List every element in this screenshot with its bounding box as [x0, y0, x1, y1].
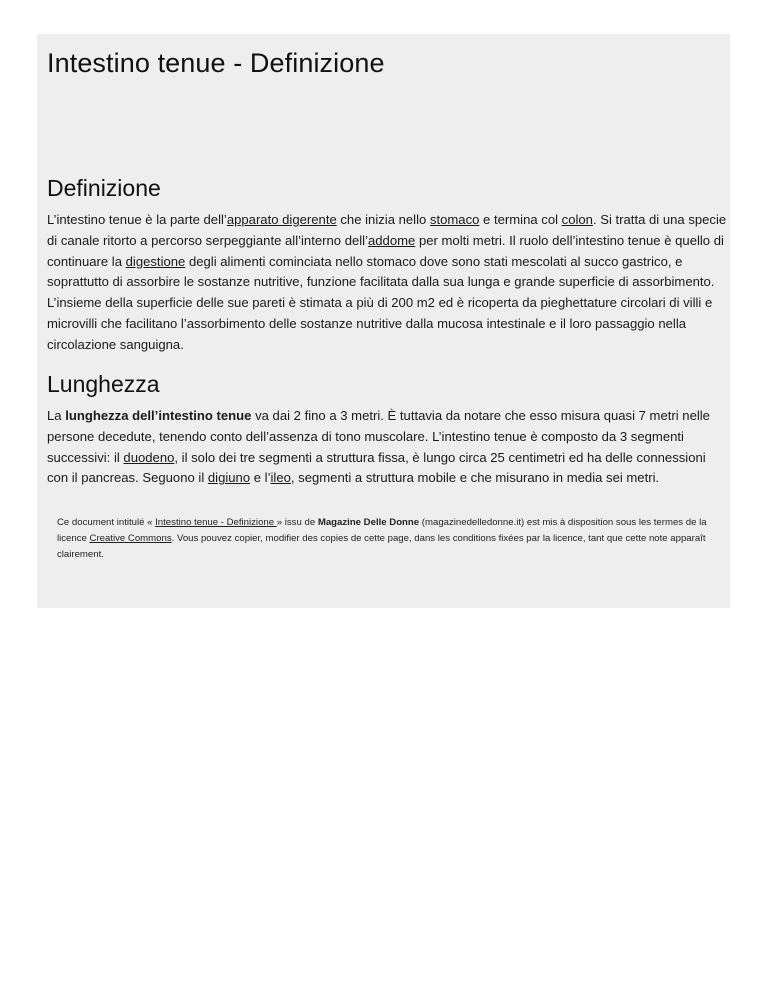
license-note	[57, 515, 721, 562]
section-heading-lunghezza: Lunghezza	[47, 371, 160, 397]
bold-term: lunghezza dell’intestino tenue	[65, 408, 252, 423]
definizione-paragraph	[47, 210, 727, 356]
paragraph-text: degli alimenti cominciata nello stomaco dove sono stati mescolati al succo gastrico, e soprattutto di assorbire le sostanze nutritive, funzione facilitata dalla sua lunga e grande superficie di assorbimento. L’insieme della superficie delle sue pareti è stimata a più di 200 m2 ed è ricoperta da pieghettature circolari di villi e microvilli che facilitano l’assorbimento delle sostanze nutritive dalla mucosa intestinale e il loro passaggio nella circolazione sanguigna.	[47, 253, 715, 352]
paragraph-text: L’intestino tenue è la parte dell’	[47, 212, 227, 227]
paragraph-text: . Si tratta di una specie di canale ritorto a percorso serpeggiante all’interno dell’	[47, 212, 727, 248]
link-ileo[interactable]: ileo	[270, 470, 291, 486]
paragraph-text: per molti metri. Il ruolo dell’intestino tenue è quello di continuare la	[47, 232, 724, 269]
page-title: Intestino tenue - Definizione	[47, 48, 385, 78]
paragraph-text: e termina col	[479, 212, 562, 227]
lunghezza-paragraph	[47, 406, 727, 489]
document-panel	[37, 34, 730, 608]
note-text: Ce document intitulé «	[57, 517, 156, 528]
note-text: » issu de	[276, 517, 318, 528]
paragraph-text: , segmenti a struttura mobile e che misurano in media sei metri.	[290, 470, 660, 486]
paragraph-text: e l’	[250, 470, 271, 486]
link-colon[interactable]: colon	[561, 212, 593, 227]
paragraph-text: che inizia nello	[336, 212, 430, 227]
note-text: (magazinedelledonne.it) est mis à disposition sous les termes de la licence	[57, 517, 707, 544]
site-name: Magazine Delle Donne	[317, 517, 420, 528]
link-digiuno[interactable]: digiuno	[207, 470, 251, 486]
note-text: . Vous pouvez copier, modifier des copies de cette page, dans les conditions fixées par la licence, tant que cette note apparaît clairement.	[57, 532, 706, 560]
link-apparato-digerente[interactable]: apparato digerente	[226, 212, 337, 227]
link-stomaco[interactable]: stomaco	[429, 212, 480, 227]
paragraph-text: La	[47, 408, 66, 423]
paragraph-text: , il solo dei tre segmenti a struttura fissa, è lungo circa 25 centimetri ed ha delle connessioni con il pancreas. Seguono il	[47, 449, 706, 486]
paragraph-text: va dai 2 fino a 3 metri. È tuttavia da notare che esso misura quasi 7 metri nelle persone decedute, tenendo conto dell’assenza di tono muscolare. L’intestino tenue è composto da 3 segmenti successivi: il	[47, 408, 710, 465]
link-digestione[interactable]: digestione	[125, 253, 186, 269]
link-duodeno[interactable]: duodeno	[123, 449, 175, 465]
section-heading-definizione: Definizione	[47, 175, 161, 201]
link-document-title[interactable]: Intestino tenue - Definizione	[155, 517, 277, 528]
link-addome[interactable]: addome	[367, 232, 416, 248]
link-creative-commons[interactable]: Creative Commons	[89, 532, 172, 544]
